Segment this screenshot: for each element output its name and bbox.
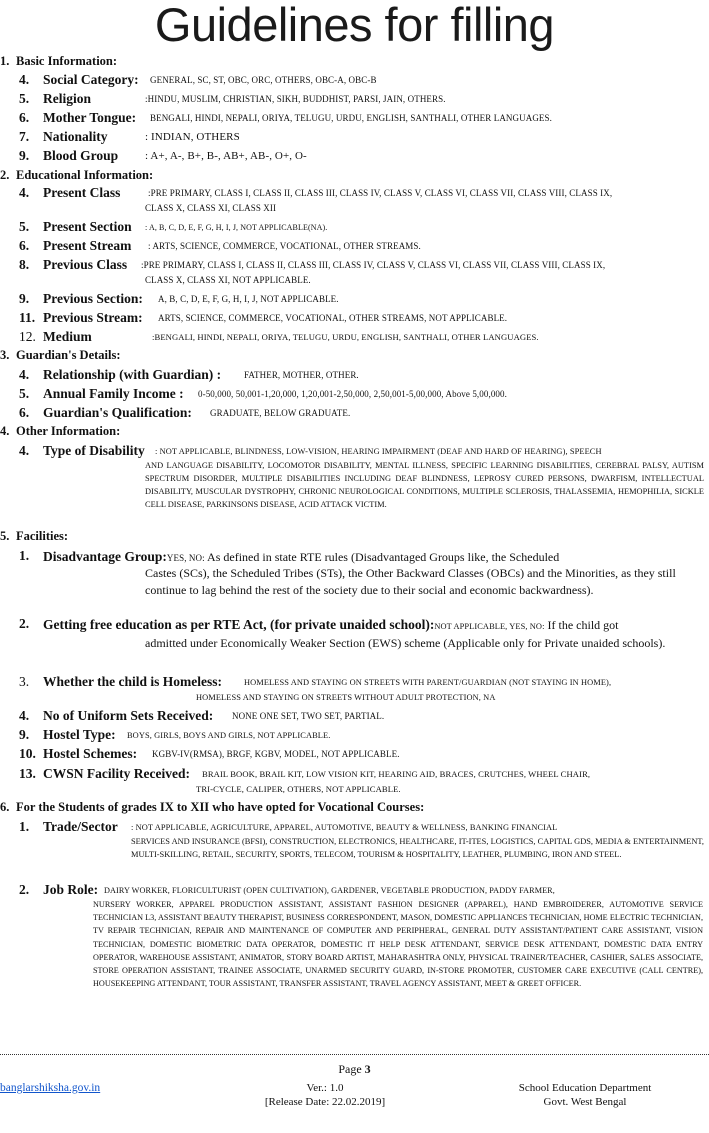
item-number: 4. (19, 72, 30, 87)
field-values-continued: CLASS X, CLASS XI, NOT APPLICABLE. (145, 275, 311, 285)
section-facilities (0, 529, 68, 544)
field-values-continued: SERVICES AND INSURANCE (BFSI), CONSTRUCTION, ELECTRONICS, HEALTHCARE, IT-ITES, LOGISTICS, CAPITAL GDS, MEDIA & ENTERTAINMENT, MULTI-SKILLING, RETAIL, SECURITY, SPORTS, TELECOM, TOURISM & HOSPITALITY, LEATHER, PLUMBING, IRON AND STEEL. (131, 837, 704, 859)
field-values: : NOT APPLICABLE, AGRICULTURE, APPAREL, AUTOMOTIVE, BEAUTY & WELLNESS, BANKING FINANCIAL (131, 823, 558, 832)
field-label: Previous Section: (43, 291, 143, 306)
field-values-continued: NURSERY WORKER, APPAREL PRODUCTION ASSISTANT, ASSISTANT FASHION DESIGNER (APPAREL), HAND EMBROIDERER, AUTOMOTIVE SERVICE TECHNICIAN L3, ASSISTANT BEAUTY THERAPIST, BUSINESS CORRESPONDENT, MASON, DOMESTIC APPLIANCES TECHNICIAN, HOME ELECTRIC TECHNICIAN, TV REPAIR TECHNICIAN, REPAIR AND MAINTENANCE OF COMPUTER AND PERIPHERAL, GENERAL DUTY ASSISTANT/PATIENT CARE ASSISTANT, VISION TECHNICIAN, DOMESTIC BIOMETRIC DATA OPERATOR, DOMESTIC IT HELP DESK ATTENDANT, SERVICE DESK ATTENDANT, DOMESTIC DATA ENTRY OPERATOR, WAREHOUSE ASSISTANT, ANIMATOR, STORY BOARD ARTIST, MAHARASHTRA ONLY, PHYSICAL TRAINER/TEACHER, CASHIER, SALES ASSOCIATE, STORE OPERATION ASSISTANT, TRAINEE ASSOCIATE, UNARMED SECURITY GUARD, IN-STORE PROMOTER, CUSTOMER CARE EXECUTIVE (CALL CENTRE), HOUSEKEEPING ATTENDANT, TOUR ASSISTANT, TRANSFER ASSISTANT, TRAVEL AGENCY ASSISTANT, MEET & GREET OFFICER. (93, 900, 703, 989)
section-number: 2. (0, 168, 10, 182)
page-number: Page 3 (338, 1062, 371, 1076)
section-number: 5. (0, 529, 10, 543)
version-text: Ver.: 1.0 (306, 1082, 344, 1094)
field-label: Mother Tongue: (43, 110, 137, 125)
item-number: 4. (19, 443, 30, 458)
item-number: 7. (19, 129, 30, 144)
government-name: Govt. West Bengal (543, 1096, 627, 1108)
field-label: Medium (43, 329, 92, 344)
item-number: 10. (19, 746, 36, 761)
department-name: School Education Department (518, 1082, 652, 1094)
section-educational (0, 168, 153, 183)
field-values: NONE ONE SET, TWO SET, PARTIAL. (232, 711, 385, 721)
field-values: : A, B, C, D, E, F, G, H, I, J, NOT APPLICABLE(NA). (145, 223, 328, 232)
field-label: Religion (43, 91, 92, 106)
field-label: Trade/Sector (43, 819, 118, 834)
field-label: Present Class (43, 185, 121, 200)
field-label: Getting free education as per RTE Act, (for private unaided school): (43, 617, 435, 632)
field-label: Annual Family Income : (43, 386, 184, 401)
field-values: GRADUATE, BELOW GRADUATE. (210, 408, 351, 418)
field-label: Blood Group (43, 148, 119, 163)
section-heading: Facilities: (16, 529, 69, 543)
field-values: BOYS, GIRLS, BOYS AND GIRLS, NOT APPLICABLE. (127, 731, 331, 740)
section-number: 3. (0, 348, 10, 362)
field-label: Type of Disability (43, 443, 145, 458)
field-values-continued: CLASS X, CLASS XI, CLASS XII (145, 203, 277, 213)
section-number: 4. (0, 424, 10, 438)
item-number: 2. (19, 616, 30, 631)
section-heading: Guardian's Details: (16, 348, 121, 362)
field-label: Job Role: (43, 882, 99, 897)
item-number: 9. (19, 291, 30, 306)
item-number: 1. (19, 819, 30, 834)
item-number: 11. (19, 310, 36, 325)
section-vocational (0, 800, 424, 815)
item-number: 13. (19, 766, 36, 781)
field-label: No of Uniform Sets Received: (43, 708, 214, 723)
item-number: 9. (19, 727, 30, 742)
section-guardian (0, 348, 121, 363)
field-label: Previous Class (43, 257, 128, 272)
field-values: :PRE PRIMARY, CLASS I, CLASS II, CLASS III, CLASS IV, CLASS V, CLASS VI, CLASS VII, CLASS VIII, CLASS IX, (148, 188, 613, 198)
item-number: 9. (19, 148, 30, 163)
field-values: : ARTS, SCIENCE, COMMERCE, VOCATIONAL, OTHER STREAMS. (148, 241, 421, 251)
field-values-continued: TRI-CYCLE, CALIPER, OTHERS, NOT APPLICABLE. (196, 784, 401, 794)
item-number: 6. (19, 238, 30, 253)
field-label: Social Category: (43, 72, 139, 87)
item-number: 6. (19, 405, 30, 420)
field-description-continued: Castes (SCs), the Scheduled Tribes (STs), the Other Backward Classes (OBCs) and the Minorities, as they still continue to lag behind the rest of the society due to their social and economic backwardness). (145, 566, 676, 597)
item-number: 2. (19, 882, 30, 897)
field-values: : A+, A-, B+, B-, AB+, AB-, O+, O- (145, 150, 307, 162)
section-basic (0, 54, 117, 69)
item-number: 1. (19, 548, 30, 563)
field-description: As defined in state RTE rules (Disadvantaged Groups like, the Scheduled (204, 550, 560, 564)
field-values: DAIRY WORKER, FLORICULTURIST (OPEN CULTIVATION), GARDENER, VEGETABLE PRODUCTION, PADDY FARMER, (104, 886, 555, 895)
field-values: ARTS, SCIENCE, COMMERCE, VOCATIONAL, OTHER STREAMS, NOT APPLICABLE. (158, 313, 508, 323)
section-other (0, 424, 120, 439)
footer-department-block (490, 1081, 680, 1109)
field-values: BENGALI, HINDI, NEPALI, ORIYA, TELUGU, URDU, ENGLISH, SANTHALI, OTHER LANGUAGES. (150, 113, 552, 123)
field-label: Present Section (43, 219, 132, 234)
website-link[interactable]: banglarshiksha.gov.in (0, 1082, 101, 1094)
field-values-continued: HOMELESS AND STAYING ON STREETS WITHOUT ADULT PROTECTION, NA (196, 693, 496, 702)
footer-divider (0, 1054, 709, 1055)
field-values: A, B, C, D, E, F, G, H, I, J, NOT APPLICABLE. (158, 294, 339, 304)
section-heading: For the Students of grades IX to XII who have opted for Vocational Courses: (16, 800, 425, 814)
footer-website[interactable] (0, 1081, 100, 1095)
section-heading: Other Information: (16, 424, 121, 438)
field-label: Previous Stream: (43, 310, 143, 325)
field-label: CWSN Facility Received: (43, 766, 190, 781)
field-options: NOT APPLICABLE, YES, NO: (434, 622, 545, 631)
item-number: 5. (19, 91, 30, 106)
item-number: 5. (19, 386, 30, 401)
field-label: Present Stream (43, 238, 132, 253)
item-number: 8. (19, 257, 30, 272)
item-number: 3. (19, 674, 30, 689)
field-values: 0-50,000, 50,001-1,20,000, 1,20,001-2,50,000, 2,50,001-5,00,000, Above 5,00,000. (198, 389, 507, 399)
item-number: 4. (19, 708, 30, 723)
field-values: BRAIL BOOK, BRAIL KIT, LOW VISION KIT, HEARING AID, BRACES, CRUTCHES, WHEEL CHAIR, (202, 769, 591, 779)
field-label: Hostel Type: (43, 727, 116, 742)
field-values: :HINDU, MUSLIM, CHRISTIAN, SIKH, BUDDHIST, PARSI, JAIN, OTHERS. (145, 94, 446, 104)
field-values: GENERAL, SC, ST, OBC, ORC, OTHERS, OBC-A, OBC-B (150, 75, 377, 85)
item-number: 5. (19, 219, 30, 234)
page-title: Guidelines for filling (154, 0, 555, 51)
field-description-continued: admitted under Economically Weaker Section (EWS) scheme (Applicable only for Private unaided schools). (145, 636, 666, 650)
item-number: 4. (19, 185, 30, 200)
field-label: Nationality (43, 129, 108, 144)
footer-version-block (250, 1081, 400, 1109)
field-label: Whether the child is Homeless: (43, 674, 222, 689)
field-label: Hostel Schemes: (43, 746, 138, 761)
field-values: HOMELESS AND STAYING ON STREETS WITH PARENT/GUARDIAN (NOT STAYING IN HOME), (244, 678, 612, 687)
field-options: YES, NO: (166, 553, 205, 563)
field-values: FATHER, MOTHER, OTHER. (244, 370, 359, 380)
section-heading: Basic Information: (16, 54, 118, 68)
item-number: 12. (19, 329, 36, 344)
section-number: 6. (0, 800, 10, 814)
field-values: :BENGALI, HINDI, NEPALI, ORIYA, TELUGU, URDU, ENGLISH, SANTHALI, OTHER LANGUAGES. (152, 332, 539, 342)
release-date: [Release Date: 22.02.2019] (264, 1096, 386, 1108)
item-number: 6. (19, 110, 30, 125)
field-label: Guardian's Qualification: (43, 405, 192, 420)
field-label: Relationship (with Guardian) : (43, 367, 222, 382)
field-values: :PRE PRIMARY, CLASS I, CLASS II, CLASS III, CLASS IV, CLASS V, CLASS VI, CLASS VII, CLASS VIII, CLASS IX, (141, 260, 606, 270)
item-number: 4. (19, 367, 30, 382)
field-values: : INDIAN, OTHERS (145, 131, 240, 143)
field-values: : NOT APPLICABLE, BLINDNESS, LOW-VISION, HEARING IMPAIRMENT (DEAF AND HARD OF HEARING), SPEECH (155, 447, 602, 456)
section-number: 1. (0, 54, 10, 68)
field-label: Disadvantage Group: (43, 549, 167, 564)
section-heading: Educational Information: (16, 168, 154, 182)
field-values: KGBV-IV(RMSA), BRGF, KGBV, MODEL, NOT APPLICABLE. (152, 749, 400, 759)
field-values-continued: AND LANGUAGE DISABILITY, LOCOMOTOR DISABILITY, MENTAL ILLNESS, SPECIFIC LEARNING DISABILITIES, CEREBRAL PALSY, AUTISM SPECTRUM DISORDER, MULTIPLE DISABILITIES INCLUDING DEAF BLINDNESS, LEPROSY CURED PERSONS, DWARFISM, INTELLECTUAL DISABILITY, MUSCULAR DYSTROPHY, CHRONIC NEUROLOGICAL CONDITIONS, MULTIPLE SCLEROSIS, THALASSEMIA, HEMOPHILIA, SICKLE CELL DISEASE, PARKINSONS DISEASE, ACID ATTACK VICTIM. (145, 461, 704, 509)
field-description: If the child got (544, 618, 619, 632)
